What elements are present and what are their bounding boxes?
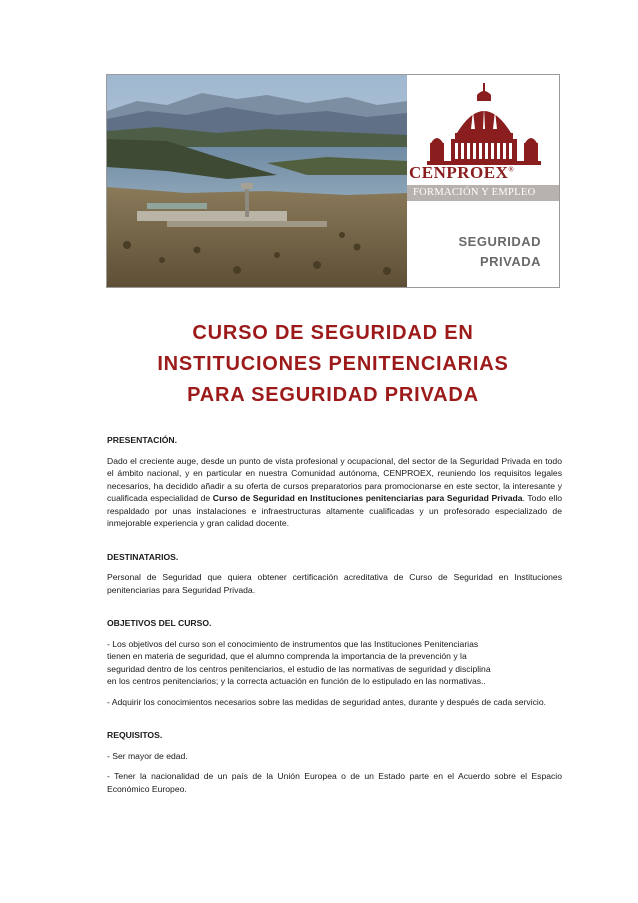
tag-line-2: PRIVADA xyxy=(479,254,541,269)
landscape-photo xyxy=(107,75,407,287)
title-line-3: PARA SEGURIDAD PRIVADA xyxy=(187,384,479,406)
course-name-bold: Curso de Seguridad en Instituciones penitenciarias para Seguridad Privada xyxy=(212,493,523,503)
cenproex-dome-logo-icon xyxy=(421,81,545,169)
section-heading-destinatarios: DESTINATARIOS. xyxy=(107,551,179,562)
logo-subtitle: FORMACIÓN Y EMPLEO xyxy=(407,185,559,201)
category-tag xyxy=(458,232,541,272)
page-title xyxy=(106,318,560,411)
section-heading-objetivos: OBJETIVOS DEL CURSO. xyxy=(107,618,212,628)
section-heading-requisitos: REQUISITOS. xyxy=(107,730,163,740)
tag-line-1: SEGURIDAD xyxy=(458,234,541,249)
header-banner xyxy=(106,74,560,288)
requisitos-item-2: - Tener la nacionalidad de un país de la Unión Europea o de un Estado parte en el Acuerdo sobre el Espacio Económico Europeo. xyxy=(107,771,562,794)
document-body xyxy=(107,434,562,795)
objetivos-item-2: - Adquirir los conocimientos necesarios sobre las medidas de seguridad antes, durante y después de cada servicio. xyxy=(107,696,547,707)
logo-wordmark: CENPROEX® xyxy=(409,163,515,182)
objetivos-item-1: - Los objetivos del curso son el conocimiento de instrumentos que las Instituciones Penitenciarias tienen en materia de seguridad, que el alumno comprenda la importancia de la prevención y la seguridad dentro de los centros penitenciarios, el estudio de las normativas de seguridad y disciplina en los centros penitenciarios; y la correcta actuación en función de lo estipulado en las normativas.. xyxy=(107,638,491,686)
presentacion-paragraph: Dado el creciente auge, desde un punto de vista profesional y ocupacional, del sector de la Seguridad Privada en todo el ámbito nacional, y en particular en nuestra Comunidad autónoma, CENPROEX, reuniendo los requisitos legales necesarios, ha decidido añadir a su oferta de cursos preparatorios para promocionarse en este sector, la interesante y cualificada especialidad de Curso de Seguridad en Instituciones penitenciarias para Seguridad Privada. Todo ello respaldado por unas instalaciones e infraestructuras altamente cualificadas y un profesorado especializado de inmejorable experiencia y gran calidad docente. xyxy=(107,455,563,528)
destinatarios-paragraph: Personal de Seguridad que quiera obtener certificación acreditativa de Curso de Seguridad en Instituciones penitenciarias para Seguridad Privada. xyxy=(107,572,562,595)
title-line-1: CURSO DE SEGURIDAD EN xyxy=(192,322,474,344)
brand-panel xyxy=(407,75,559,287)
section-heading-presentacion: PRESENTACIÓN. xyxy=(107,435,178,445)
requisitos-item-1: - Ser mayor de edad. xyxy=(107,750,188,761)
title-line-2: INSTITUCIONES PENITENCIARIAS xyxy=(157,353,509,375)
